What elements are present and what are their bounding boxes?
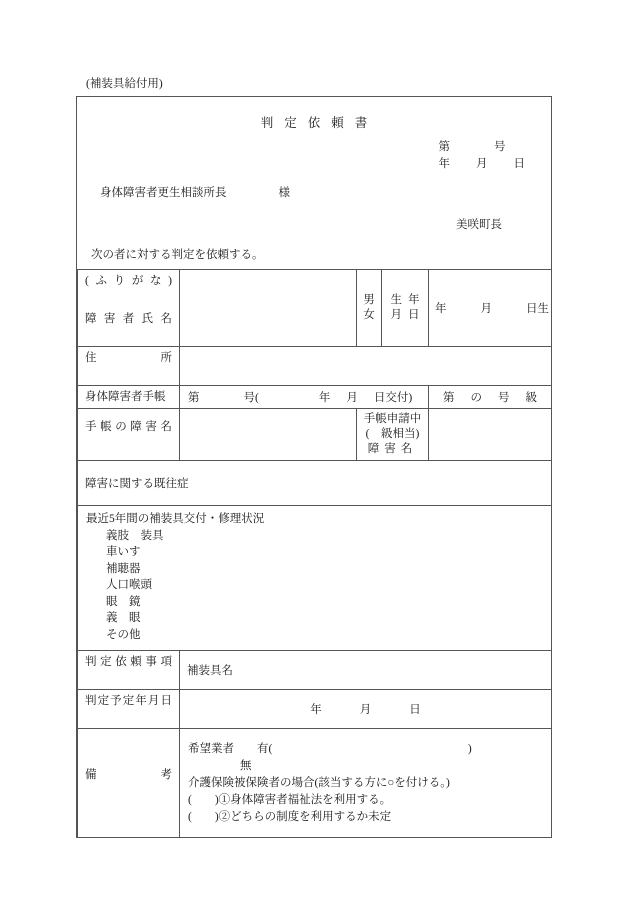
document-number-unit: 号 <box>494 141 506 153</box>
devices-heading: 最近5年間の補装具交付・修理状況 <box>86 513 265 525</box>
document-date-year: 年 <box>438 158 450 170</box>
history-label: 障害に関する既往症 <box>85 478 189 490</box>
page-title: 判定依頼書 <box>260 116 379 130</box>
addressee-line <box>100 184 290 200</box>
address-label-cell <box>78 347 180 386</box>
device-item: 補聴器 <box>106 562 141 575</box>
form-table <box>77 269 552 837</box>
addressee-honorific: 様 <box>278 187 290 199</box>
name-value <box>180 299 194 317</box>
disability-name-label: 手帳の障害名 <box>85 420 172 433</box>
table-row-name <box>78 270 552 347</box>
remarks-option-2: ( )②どちらの制度を利用するか未定 <box>188 810 392 823</box>
handbook-applying-value-cell[interactable] <box>429 409 552 461</box>
document-number-block <box>439 139 526 173</box>
remarks-insurance-line: 介護保険被保険者の場合(該当する方に○を付ける。) <box>188 776 450 789</box>
handbook-number-value: 第 号( 年 月 日交付) <box>188 392 413 404</box>
device-item: 人口喉頭 <box>106 579 152 591</box>
table-row-remarks <box>78 729 552 838</box>
device-item: 義肢 装具 <box>106 529 164 542</box>
handbook-grade-cell[interactable] <box>429 386 552 409</box>
table-row-handbook <box>78 386 552 409</box>
document-number-label: 第 <box>438 141 450 153</box>
birthdate-label: 生 年 月 日 <box>390 294 420 321</box>
document-date-month: 月 <box>476 158 488 170</box>
schedule-value: 年 月 日 <box>310 704 421 716</box>
birthdate-value-cell[interactable] <box>429 270 552 347</box>
name-label: 障害者氏名 <box>85 313 172 325</box>
addressee-name: 身体障害者更生相談所長 <box>100 187 227 199</box>
disability-name-value <box>180 426 194 444</box>
schedule-value-cell[interactable] <box>180 690 552 729</box>
handbook-number-cell[interactable] <box>180 386 429 409</box>
table-row-request-item <box>78 651 552 690</box>
handbook-applying-value <box>429 426 443 444</box>
remarks-label-cell <box>78 729 180 838</box>
table-row-devices <box>78 506 552 651</box>
remarks-body <box>180 732 551 835</box>
form-frame <box>76 96 552 838</box>
disability-name-value-cell[interactable] <box>180 409 357 461</box>
address-label: 住所 <box>85 352 172 364</box>
remarks-label: 備考 <box>85 769 172 781</box>
disability-name-label-cell <box>78 409 180 461</box>
request-item-label-cell <box>78 651 180 690</box>
device-item: その他 <box>106 628 141 641</box>
handbook-grade-value: 第 の 号 級 <box>443 392 537 404</box>
handbook-applying-line3: 障害名 <box>367 443 418 455</box>
devices-cell[interactable] <box>78 506 552 651</box>
remarks-value-cell[interactable] <box>180 729 552 838</box>
request-item-label: 判定依頼事項 <box>85 656 172 668</box>
letterhead <box>77 97 551 269</box>
furigana-label: (ふりがな) <box>85 275 172 287</box>
device-item: 義 眼 <box>106 612 141 624</box>
schedule-label-cell <box>78 690 180 729</box>
request-item-value-cell[interactable] <box>180 651 552 690</box>
device-item: 眼 鏡 <box>106 595 141 608</box>
remarks-option-1: ( )①身体障害者福祉法を利用する。 <box>188 793 392 806</box>
table-row-address <box>78 347 552 386</box>
history-cell[interactable] <box>78 461 552 506</box>
sex-label-cell[interactable] <box>357 270 382 347</box>
birthdate-value: 年 月 日生 <box>435 303 549 315</box>
handbook-applying-line2: ( 級相当) <box>365 428 420 440</box>
address-value <box>180 357 194 375</box>
table-row-disability-name <box>78 409 552 461</box>
table-row-schedule <box>78 690 552 729</box>
schedule-label: 判定予定年月日 <box>85 695 172 707</box>
name-label-cell <box>78 270 180 347</box>
issuer-name: 美咲町長 <box>456 219 502 231</box>
lead-sentence: 次の者に対する判定を依頼する。 <box>91 249 264 261</box>
device-item: 車いす <box>106 546 141 558</box>
handbook-applying-line1: 手帳申請中 <box>363 413 422 425</box>
devices-block <box>78 506 551 650</box>
remarks-vendor-none: 無 <box>240 759 252 772</box>
table-row-history <box>78 461 552 506</box>
remarks-vendor-line: 希望業者 有( ) <box>188 742 472 755</box>
name-value-cell[interactable] <box>180 270 357 347</box>
sex-label: 男 女 <box>363 294 375 321</box>
birthdate-label-cell <box>382 270 429 347</box>
handbook-label: 身体障害者手帳 <box>85 391 166 403</box>
request-item-value: 補装具名 <box>187 665 233 677</box>
document-date-day: 日 <box>513 158 525 170</box>
address-value-cell[interactable] <box>180 347 552 386</box>
handbook-label-cell <box>78 386 180 409</box>
handbook-applying-label-cell <box>357 409 429 461</box>
usage-note: (補装具給付用) <box>86 78 163 90</box>
